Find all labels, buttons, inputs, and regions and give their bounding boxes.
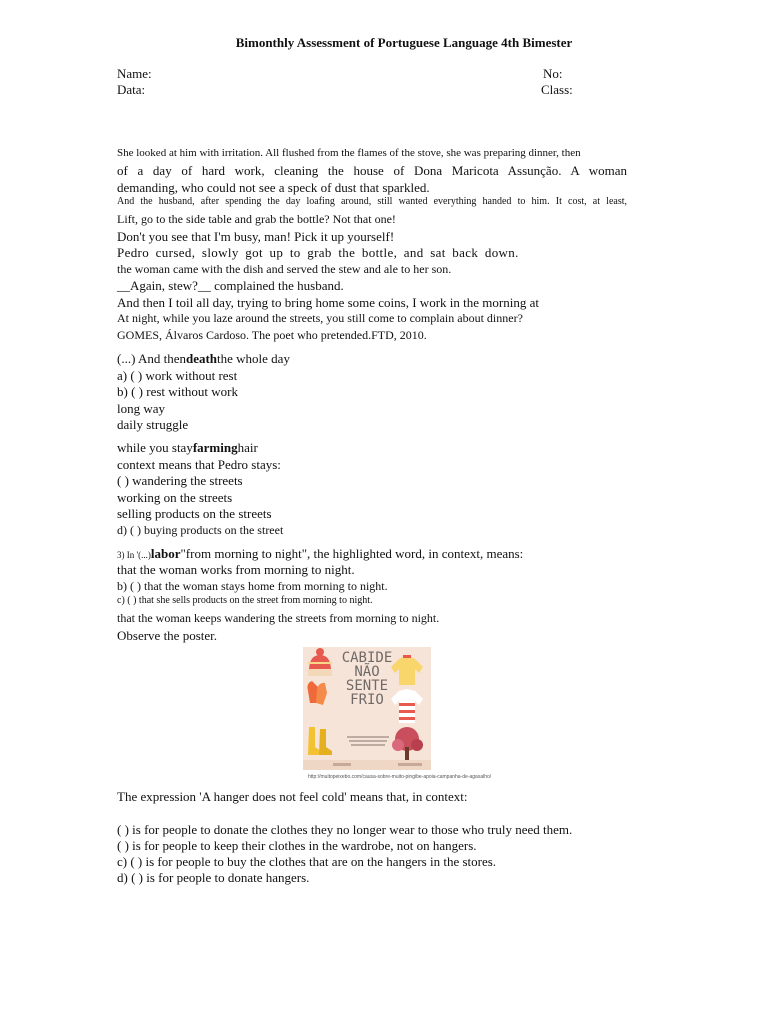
q4-option-d: d) ( ) is for people to donate hangers. [117, 870, 310, 885]
observe-instruction: Observe the poster. [117, 628, 218, 643]
passage-line: the woman came with the dish and served the stew and ale to her son. [117, 262, 452, 276]
q1-text-post: the whole day [217, 351, 290, 366]
passage-line: of a day of hard work, cleaning the house of Dona Maricota Assunção. A woman [117, 163, 627, 178]
passage-line: __Again, stew?__ complained the husband. [117, 278, 344, 293]
passage-line: At night, while you laze around the streets, you still come to complain about dinner? [117, 311, 523, 325]
q2-option-c: selling products on the streets [117, 506, 272, 521]
date-label: Data: [117, 82, 146, 97]
passage-line: Don't you see that I'm busy, man! Pick it up yourself! [117, 229, 395, 244]
q1-text-pre: (...) And then [117, 351, 186, 366]
q3-number: 3) In '(...) [117, 550, 151, 560]
q4-option-a: ( ) is for people to donate the clothes they no longer wear to those who truly need them. [117, 822, 573, 837]
poster-headline [339, 651, 395, 707]
passage-line: She looked at him with irritation. All flushed from the flames of the stove, she was preparing dinner, then [117, 147, 581, 159]
q1-option-b: b) ( ) rest without work [117, 384, 238, 399]
q1-option-d: daily struggle [117, 417, 189, 432]
passage-line: And the husband, after spending the day loafing around, still wanted everything handed to him. It cost, at least, [117, 196, 627, 207]
q3-text-post: "from morning to night", the highlighted word, in context, means: [180, 546, 524, 561]
q2-text-pre: while you stay [117, 440, 193, 455]
q3-option-a: that the woman works from morning to night. [117, 562, 355, 577]
poster-line: SENTE [345, 678, 389, 694]
q1-option-c: long way [117, 401, 166, 416]
question-1-stem [117, 352, 290, 365]
passage-source: GOMES, Álvaros Cardoso. The poet who pretended.FTD, 2010. [117, 328, 427, 342]
campaign-poster [303, 647, 431, 770]
q2-option-d: d) ( ) buying products on the street [117, 523, 284, 537]
question-3-stem [117, 547, 523, 560]
passage-line: Lift, go to the side table and grab the bottle? Not that one! [117, 212, 396, 226]
q2-option-b: working on the streets [117, 490, 233, 505]
question-4-stem: The expression 'A hanger does not feel cold' means that, in context: [117, 789, 468, 804]
poster-line: NÃO [354, 664, 380, 680]
passage-line: demanding, who could not see a speck of dust that sparkled. [117, 180, 430, 195]
poster-line: CABIDE [341, 650, 393, 666]
q3-option-c: c) ( ) that she sells products on the street from morning to night. [117, 595, 373, 606]
q2-highlight: farming [192, 440, 238, 455]
q1-option-a: a) ( ) work without rest [117, 368, 238, 383]
q3-option-b: b) ( ) that the woman stays home from morning to night. [117, 579, 388, 593]
q3-option-d: that the woman keeps wandering the streets from morning to night. [117, 611, 440, 625]
passage-line: And then I toil all day, trying to bring home some coins, I work in the morning at [117, 295, 539, 310]
number-label: No: [543, 66, 563, 81]
q1-highlight: death [185, 351, 218, 366]
q3-highlight: labor [150, 546, 181, 561]
q4-option-b: ( ) is for people to keep their clothes in the wardrobe, not on hangers. [117, 838, 477, 853]
q2-text-post: hair [237, 440, 258, 455]
q4-option-c: c) ( ) is for people to buy the clothes that are on the hangers in the stores. [117, 854, 497, 869]
passage-line: Pedro cursed, slowly got up to grab the bottle, and sat back down. [117, 245, 519, 260]
q2-option-a: ( ) wandering the streets [117, 473, 243, 488]
name-label: Name: [117, 66, 152, 81]
poster-line: FRIO [350, 692, 384, 708]
poster-caption: http://muitopeixebo.com/causa-sobre-muito-pingibe-apoia-campanha-de-agasalho/ [308, 774, 492, 780]
q2-context-line: context means that Pedro stays: [117, 457, 281, 472]
page-title: Bimonthly Assessment of Portuguese Language 4th Bimester [235, 35, 573, 50]
question-2-stem [117, 441, 258, 454]
class-label: Class: [541, 82, 573, 97]
